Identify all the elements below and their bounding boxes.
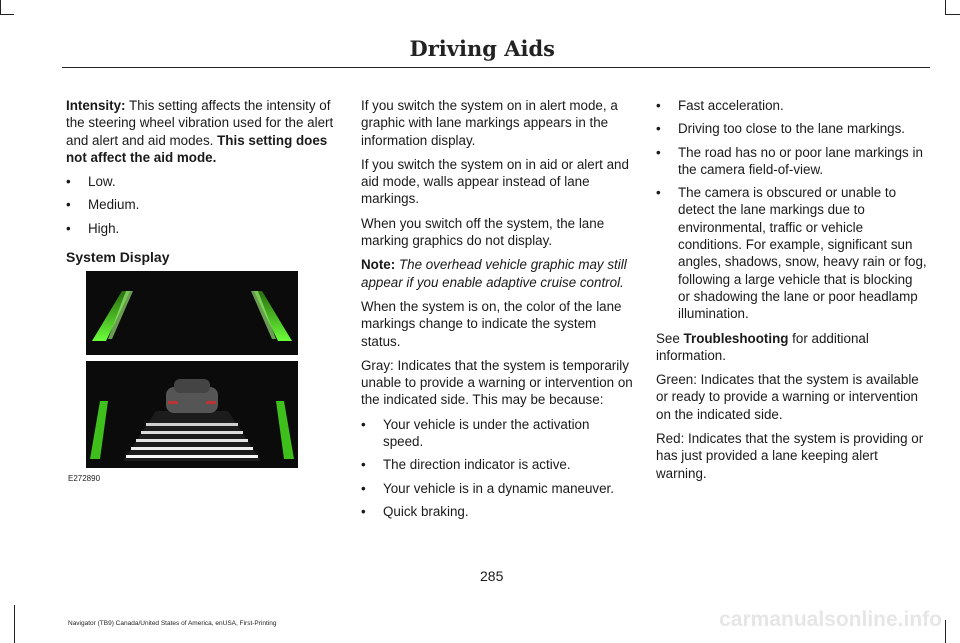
lane-walls-graphic-top xyxy=(86,271,298,355)
troubleshooting-reference: Troubleshooting xyxy=(683,330,789,346)
page-header-title: Driving Aids xyxy=(409,36,555,61)
car-lane-illustration xyxy=(86,361,298,468)
note-label: Note: xyxy=(361,257,396,273)
right-wall-shape xyxy=(276,401,294,459)
paragraph: If you switch the system on in aid or alert and aid mode, walls appear instead of lane markings. xyxy=(361,156,629,207)
column-3 xyxy=(656,97,928,489)
page-number: 285 xyxy=(480,568,504,584)
red-status-paragraph: Red: Indicates that the system is providing or has just provided a lane keeping alert warning. xyxy=(656,431,924,481)
list-item: • Fast acceleration. xyxy=(656,97,928,114)
column-2 xyxy=(361,97,633,527)
intensity-label: Intensity: xyxy=(66,98,126,113)
gray-reasons-list-continued xyxy=(656,97,928,323)
list-item: • Medium. xyxy=(66,196,338,213)
note-paragraph xyxy=(361,256,633,291)
paragraph: If you switch the system on in alert mode, a graphic with lane markings appears in the information display. xyxy=(361,98,618,148)
section-heading: System Display xyxy=(66,249,170,266)
list-item: • High. xyxy=(66,220,338,237)
list-item: • Your vehicle is under the activation speed. xyxy=(361,416,633,451)
list-item: • The road has no or poor lane markings in the camera field-of-view. xyxy=(656,144,928,179)
header-rule xyxy=(62,67,930,68)
intensity-note: This setting does not affect the aid mode. xyxy=(66,132,328,165)
paragraph: When you switch off the system, the lane marking graphics do not display. xyxy=(361,215,605,249)
crop-mark-top-right-h xyxy=(945,14,960,15)
green-status-paragraph: Green: Indicates that the system is available or ready to provide a warning or intervention on the indicated side. xyxy=(656,372,919,422)
crop-mark-top-left-v xyxy=(0,0,1,14)
crop-mark-bottom-left-v xyxy=(14,605,15,643)
intensity-paragraph xyxy=(66,97,338,166)
list-item: • The direction indicator is active. xyxy=(361,456,633,473)
crop-mark-bottom-right-v xyxy=(945,620,946,643)
see-also-paragraph: See Troubleshooting for additional information. xyxy=(656,330,869,363)
crop-mark-top-left-h xyxy=(0,14,14,15)
column-1 xyxy=(66,97,338,282)
figure-id: E272890 xyxy=(68,474,101,483)
intensity-list xyxy=(66,173,338,237)
paragraph: When the system is on, the color of the lane markings change to indicate the system status. xyxy=(361,298,622,349)
list-item: • Quick braking. xyxy=(361,503,633,520)
paragraph: Gray: Indicates that the system is temporarily unable to provide a warning or intervention on the indicated side. This may be because: xyxy=(361,357,633,408)
left-wall-shape xyxy=(90,401,108,459)
gray-reasons-list xyxy=(361,416,633,520)
list-item: • The camera is obscured or unable to detect the lane markings due to environmental, traffic or vehicle conditions. For example, significant sun angles, shadows, snow, heavy rain or fog, following a large vehicle that is blocking or shadowing the lane or poor headlamp illumination. xyxy=(656,184,928,322)
list-item: • Your vehicle is in a dynamic maneuver. xyxy=(361,480,633,497)
lane-walls-illustration xyxy=(86,271,298,355)
lane-walls-graphic-bottom xyxy=(86,361,298,468)
list-item: • Driving too close to the lane markings. xyxy=(656,120,928,137)
list-item: • Low. xyxy=(66,173,338,190)
car-icon xyxy=(166,379,218,413)
intensity-text: This setting affects the intensity of the steering wheel vibration used for the alert and alert and aid modes. xyxy=(66,98,334,148)
note-text: The overhead vehicle graphic may still appear if you enable adaptive cruise control. xyxy=(361,257,627,290)
watermark: carmanualsonline.info xyxy=(719,608,942,631)
footer-text: Navigator (TB9) Canada/United States of America, enUSA, First-Printing xyxy=(68,620,277,627)
crop-mark-top-right-v xyxy=(945,0,946,14)
